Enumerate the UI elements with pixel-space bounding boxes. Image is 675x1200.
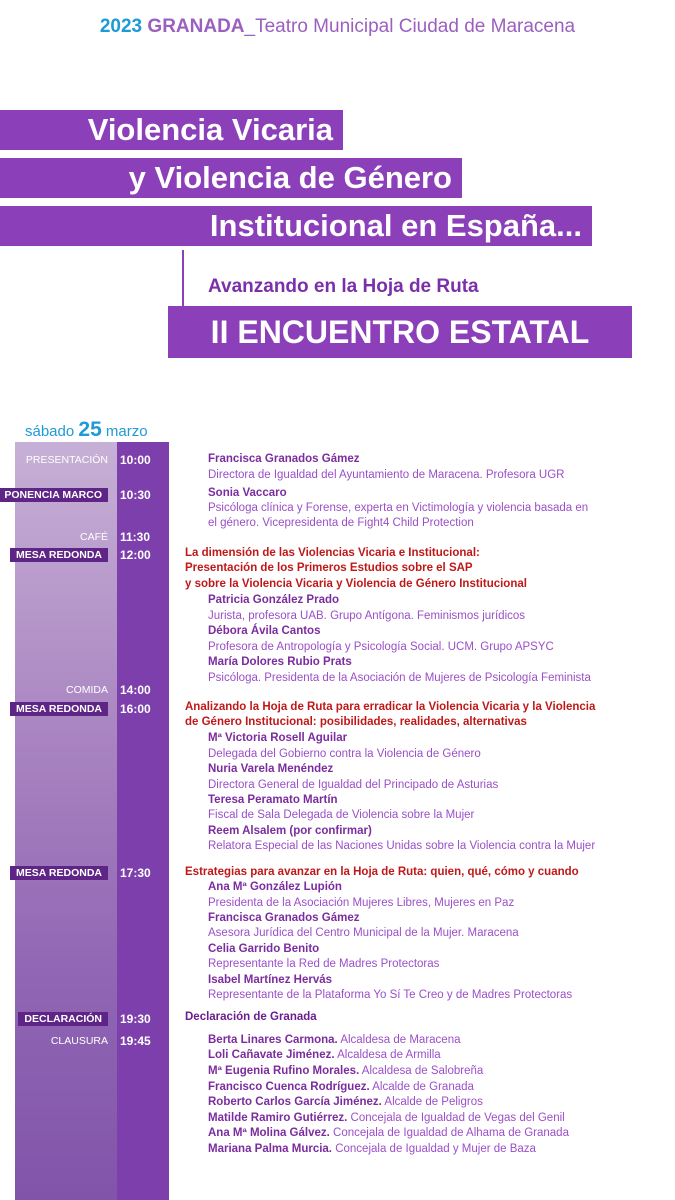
event-location-header <box>0 16 675 38</box>
speaker-role: Delegada del Gobierno contra la Violencia de Género <box>208 748 481 760</box>
closing-speaker: Loli Cañavate Jiménez. Alcaldesa de Armilla <box>208 1049 441 1061</box>
speaker-name: Celia Garrido Benito <box>208 943 320 955</box>
speaker-role: Asesora Jurídica del Centro Municipal de la Mujer. Maracena <box>208 927 519 939</box>
closing-speaker: Roberto Carlos García Jiménez. Alcalde de Peligros <box>208 1096 483 1108</box>
speaker-role: Directora General de Igualdad del Principado de Asturias <box>208 779 499 791</box>
session-label-mesa-3: MESA REDONDA <box>10 866 108 880</box>
session-title: Presentación de los Primeros Estudios sobre el SAP <box>185 562 473 574</box>
speaker-name: Ana Mª González Lupión <box>208 881 342 893</box>
speaker-name: Patricia González Prado <box>208 594 340 606</box>
session-title: y sobre la Violencia Vicaria y Violencia de Género Institucional <box>185 578 527 590</box>
speaker-name: Débora Ávila Cantos <box>208 625 321 637</box>
speaker-role: Directora de Igualdad del Ayuntamiento de Maracena. Profesora UGR <box>208 469 565 481</box>
closing-speaker: Mariana Palma Murcia. Concejala de Igualdad y Mujer de Baza <box>208 1143 536 1155</box>
session-label-ponencia: PONENCIA MARCO <box>0 488 108 502</box>
title-connector-line <box>182 250 184 306</box>
event-venue: _Teatro Municipal Ciudad de Maracena <box>244 16 576 37</box>
title-line-1: Violencia Vicaria <box>0 110 343 150</box>
session-time-ponencia: 10:30 <box>120 488 151 502</box>
closing-speaker: Mª Eugenia Rufino Morales. Alcaldesa de Salobreña <box>208 1065 484 1077</box>
speaker-name: Mª Victoria Rosell Aguilar <box>208 732 348 744</box>
session-time-comida: 14:00 <box>120 683 151 697</box>
title-line-3: Institucional en España... <box>0 206 592 246</box>
closing-speaker: Berta Linares Carmona. Alcaldesa de Maracena <box>208 1034 461 1046</box>
program-date <box>25 418 148 442</box>
speaker-name: Sonia Vaccaro <box>208 487 287 499</box>
speaker-role: Psicóloga. Presidenta de la Asociación de Mujeres de Psicología Feminista <box>208 672 591 684</box>
speaker-name: Isabel Martínez Hervás <box>208 974 333 986</box>
speaker-name: Reem Alsalem (por confirmar) <box>208 825 372 837</box>
date-day: 25 <box>78 418 102 441</box>
session-label-mesa-1: MESA REDONDA <box>10 548 108 562</box>
speaker-name: María Dolores Rubio Prats <box>208 656 352 668</box>
session-title: La dimensión de las Violencias Vicaria e Institucional: <box>185 547 480 559</box>
event-city: GRANADA <box>147 16 245 37</box>
session-label-clausura: CLAUSURA <box>50 1035 108 1047</box>
session-title: Estrategias para avanzar en la Hoja de Ruta: quien, qué, cómo y cuando <box>185 866 579 878</box>
speaker-name: Teresa Peramato Martín <box>208 794 338 806</box>
session-time-presentacion: 10:00 <box>120 453 151 467</box>
closing-speaker: Francisco Cuenca Rodríguez. Alcalde de Granada <box>208 1081 474 1093</box>
speaker-role: Fiscal de Sala Delegada de Violencia sobre la Mujer <box>208 809 475 821</box>
session-time-clausura: 19:45 <box>120 1034 151 1048</box>
speaker-role: Representante de la Plataforma Yo Sí Te Creo y de Madres Protectoras <box>208 989 573 1001</box>
speaker-role: Relatora Especial de las Naciones Unidas sobre la Violencia contra la Mujer <box>208 840 596 852</box>
session-title: de Género Institucional: posibilidades, realidades, alternativas <box>185 716 527 728</box>
title-line-2: y Violencia de Género <box>0 158 462 198</box>
speaker-name: Nuria Varela Menéndez <box>208 763 334 775</box>
session-time-cafe: 11:30 <box>120 530 151 544</box>
session-label-declaracion: DECLARACIÓN <box>18 1012 108 1026</box>
speaker-name: Francisca Granados Gámez <box>208 912 360 924</box>
declaration-title: Declaración de Granada <box>185 1011 317 1023</box>
session-label-presentacion: PRESENTACIÓN <box>25 454 108 466</box>
session-time-mesa-2: 16:00 <box>120 702 151 716</box>
session-time-mesa-3: 17:30 <box>120 866 151 880</box>
subtitle: Avanzando en la Hoja de Ruta <box>208 276 479 297</box>
session-label-cafe: CAFÉ <box>79 531 108 543</box>
encuentro-banner: II ENCUENTRO ESTATAL <box>168 306 632 358</box>
speaker-role: Psicóloga clínica y Forense, experta en Victimología y violencia basada en <box>208 502 589 514</box>
date-month: marzo <box>105 423 148 440</box>
session-time-mesa-1: 12:00 <box>120 548 151 562</box>
closing-speaker: Matilde Ramiro Gutiérrez. Concejala de Igualdad de Vegas del Genil <box>208 1112 565 1124</box>
date-weekday: sábado <box>25 423 75 440</box>
speaker-role: Presidenta de la Asociación Mujeres Libres, Mujeres en Paz <box>208 897 515 909</box>
session-label-mesa-2: MESA REDONDA <box>10 702 108 716</box>
speaker-role: Profesora de Antropología y Psicología Social. UCM. Grupo APSYC <box>208 641 554 653</box>
event-year: 2023 <box>99 16 143 37</box>
speaker-role: el género. Vicepresidenta de Fight4 Child Protection <box>208 517 474 529</box>
speaker-name: Francisca Granados Gámez <box>208 453 360 465</box>
speaker-role: Jurista, profesora UAB. Grupo Antígona. Feminismos jurídicos <box>208 610 526 622</box>
closing-speaker: Ana Mª Molina Gálvez. Concejala de Igualdad de Alhama de Granada <box>208 1127 569 1139</box>
session-time-declaracion: 19:30 <box>120 1012 151 1026</box>
session-label-comida: COMIDA <box>66 684 108 696</box>
speaker-role: Representante la Red de Madres Protectoras <box>208 958 440 970</box>
session-title: Analizando la Hoja de Ruta para erradicar la Violencia Vicaria y la Violencia <box>185 701 596 713</box>
